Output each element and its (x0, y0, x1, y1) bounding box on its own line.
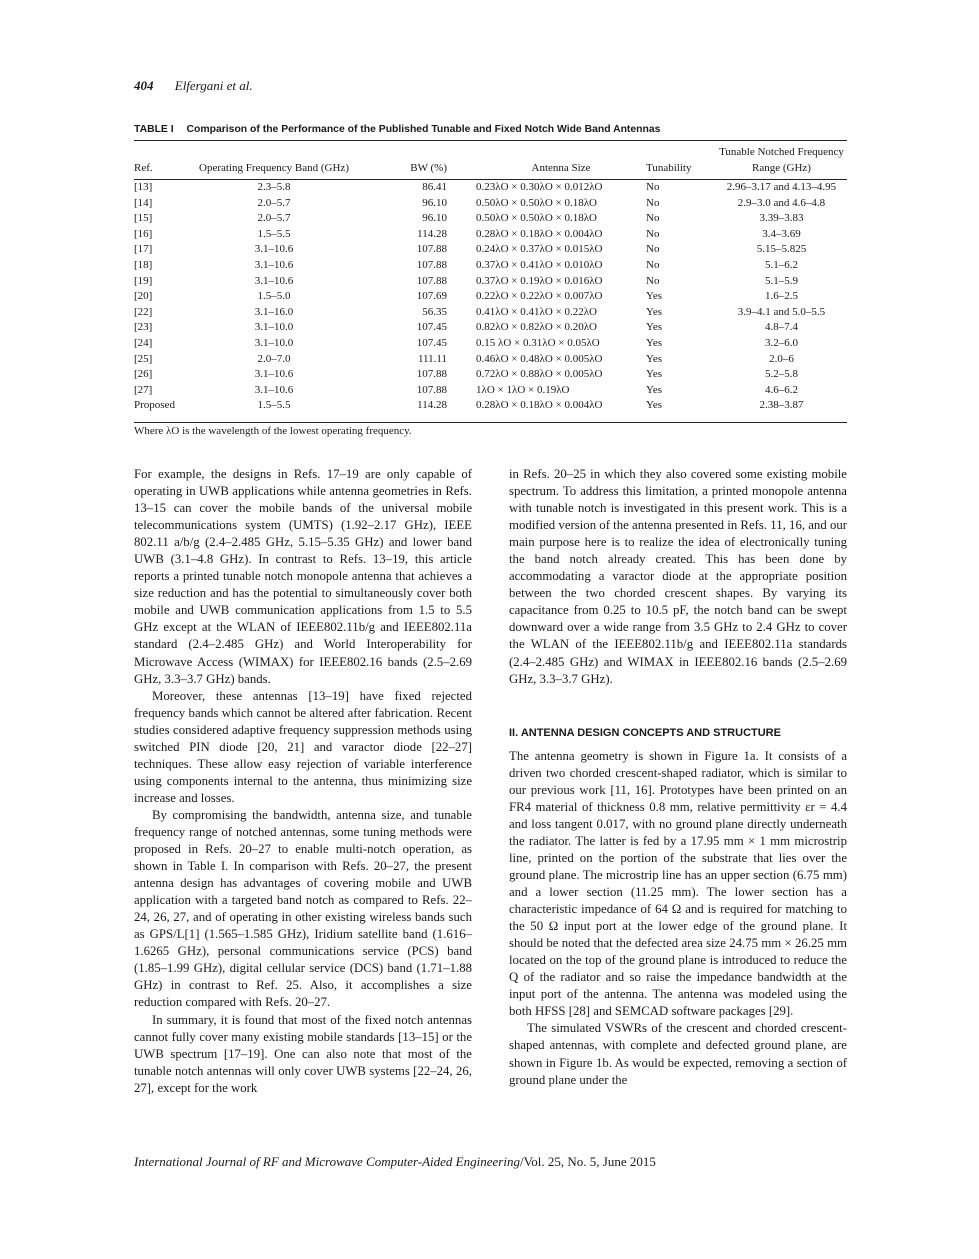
table-row (134, 398, 847, 414)
cell-size: 0.37λO × 0.41λO × 0.010λO (476, 259, 603, 272)
table-row (134, 336, 847, 352)
cell-notch-range: 2.96–3.17 and 4.13–4.95 (726, 181, 837, 194)
cell-tunability: Yes (646, 305, 663, 318)
cell-notch-range: 3.4–3.69 (762, 227, 801, 240)
cell-tunability: No (646, 274, 660, 287)
journal-issue: /Vol. 25, No. 5, June 2015 (519, 1154, 656, 1169)
cell-size: 0.72λO × 0.88λO × 0.005λO (476, 368, 603, 381)
table-row (134, 305, 847, 321)
cell-band: 1.5–5.5 (257, 227, 291, 240)
col-header-ref: Ref. (134, 161, 153, 174)
cell-size: 0.82λO × 0.82λO × 0.20λO (476, 321, 597, 334)
cell-bw: 111.11 (417, 352, 447, 365)
table-row (134, 242, 847, 258)
cell-band: 1.5–5.5 (257, 399, 291, 412)
table-top-rule (134, 140, 847, 141)
cell-notch-range: 2.0–6 (769, 352, 794, 365)
cell-notch-range: 5.2–5.8 (765, 368, 798, 381)
cell-bw: 107.88 (416, 383, 447, 396)
cell-band: 1.5–5.0 (257, 290, 291, 303)
cell-tunability: No (646, 259, 660, 272)
table-title: Comparison of the Performance of the Published Tunable and Fixed Notch Wide Band Antennas (186, 124, 661, 135)
cell-notch-range: 3.39–3.83 (759, 212, 804, 225)
table-row (134, 289, 847, 305)
cell-band: 3.1–10.6 (254, 368, 294, 381)
cell-tunability: Yes (646, 321, 663, 334)
cell-ref: [13] (134, 181, 153, 194)
table-caption (134, 124, 660, 135)
cell-size: 0.22λO × 0.22λO × 0.007λO (476, 290, 603, 303)
cell-bw: 107.88 (416, 368, 447, 381)
cell-tunability: No (646, 243, 660, 256)
cell-notch-range: 2.38–3.87 (759, 399, 804, 412)
cell-tunability: Yes (646, 383, 663, 396)
cell-size: 1λO × 1λO × 0.19λO (476, 383, 570, 396)
col-header-band: Operating Frequency Band (GHz) (199, 161, 349, 174)
cell-tunability: Yes (646, 336, 663, 349)
cell-size: 0.15 λO × 0.31λO × 0.05λO (476, 336, 600, 349)
cell-notch-range: 5.15–5.825 (756, 243, 807, 256)
left-column (134, 466, 472, 1097)
table-row (134, 320, 847, 336)
cell-band: 3.1–10.6 (254, 259, 294, 272)
cell-bw: 107.45 (416, 336, 447, 349)
cell-size: 0.24λO × 0.37λO × 0.015λO (476, 243, 603, 256)
cell-band: 2.3–5.8 (257, 181, 291, 194)
table-row (134, 211, 847, 227)
cell-bw: 114.28 (417, 399, 447, 412)
cell-size: 0.46λO × 0.48λO × 0.005λO (476, 352, 603, 365)
cell-notch-range: 4.6–6.2 (765, 383, 798, 396)
cell-band: 2.0–5.7 (257, 212, 291, 225)
cell-bw: 56.35 (422, 305, 447, 318)
col-header-notch-range: Tunable Notched Frequency Range (GHz) (719, 146, 844, 174)
table-header-row (134, 143, 847, 176)
cell-size: 0.50λO × 0.50λO × 0.18λO (476, 212, 597, 225)
cell-tunability: Yes (646, 368, 663, 381)
cell-notch-range: 3.9–4.1 and 5.0–5.5 (737, 305, 826, 318)
table-row (134, 367, 847, 383)
running-header-authors: Elfergani et al. (174, 78, 253, 93)
cell-tunability: No (646, 181, 660, 194)
cell-notch-range: 2.9–3.0 and 4.6–4.8 (737, 196, 826, 209)
paragraph: In summary, it is found that most of the fixed notch antennas cannot fully cover many existing mobile standards [13–15] or the UWB spectrum [17–19]. One can also note that most of the tunable notch antennas will only cover UWB systems [22–24, 26, 27], except for the work (134, 1012, 472, 1095)
col-header-size: Antenna Size (531, 161, 591, 174)
page-number: 404 (134, 78, 154, 93)
journal-name: International Journal of RF and Microwave Computer-Aided Engineering (134, 1154, 520, 1169)
cell-bw: 107.88 (416, 274, 447, 287)
cell-tunability: Yes (646, 399, 663, 412)
cell-ref: [27] (134, 383, 153, 396)
cell-notch-range: 4.8–7.4 (765, 321, 798, 334)
cell-notch-range: 1.6–2.5 (765, 290, 798, 303)
cell-bw: 86.41 (422, 181, 447, 194)
paragraph: The simulated VSWRs of the crescent and chorded crescent-shaped antennas, with complete and defected ground plane, are shown in Figure 1b. As would be expected, removing a section of ground plane under the (509, 1021, 847, 1087)
cell-bw: 114.28 (417, 227, 447, 240)
cell-tunability: Yes (646, 290, 663, 303)
cell-ref: [19] (134, 274, 153, 287)
running-header (134, 78, 253, 94)
cell-tunability: Yes (646, 352, 663, 365)
cell-band: 2.0–7.0 (257, 352, 291, 365)
cell-size: 0.28λO × 0.18λO × 0.004λO (476, 227, 603, 240)
cell-size: 0.23λO × 0.30λO × 0.012λO (476, 181, 603, 194)
cell-notch-range: 3.2–6.0 (765, 336, 798, 349)
table-row (134, 383, 847, 399)
cell-size: 0.28λO × 0.18λO × 0.004λO (476, 399, 603, 412)
cell-notch-range: 5.1–5.9 (765, 274, 798, 287)
table-row (134, 258, 847, 274)
table-row (134, 196, 847, 212)
cell-bw: 107.88 (416, 243, 447, 256)
right-column (509, 466, 847, 1089)
cell-bw: 107.69 (416, 290, 447, 303)
cell-bw: 96.10 (422, 196, 447, 209)
comparison-table (134, 143, 847, 414)
cell-ref: [22] (134, 305, 153, 318)
cell-ref: [17] (134, 243, 153, 256)
cell-size: 0.41λO × 0.41λO × 0.22λO (476, 305, 597, 318)
cell-band: 2.0–5.7 (257, 196, 291, 209)
cell-size: 0.50λO × 0.50λO × 0.18λO (476, 196, 597, 209)
cell-ref: [23] (134, 321, 153, 334)
table-row (134, 176, 847, 196)
cell-ref: [20] (134, 290, 153, 303)
table-row (134, 352, 847, 368)
cell-ref: Proposed (134, 399, 175, 412)
cell-size: 0.37λO × 0.19λO × 0.016λO (476, 274, 603, 287)
cell-ref: [25] (134, 352, 153, 365)
page-footer (134, 1154, 656, 1170)
paragraph: For example, the designs in Refs. 17–19 are only capable of operating in UWB applications while antenna geometries in Refs. 13–15 can cover the mobile bands of the universal mobile telecommunications system (UMTS) (1.92–2.17 GHz), IEEE 802.11 a/b/g (2.4–2.485 GHz, 5.15–5.35 GHz) and lower band UWB (3.1–4.8 GHz). In contrast to Refs. 13–19, this article reports a printed tunable notch monopole antenna that achieves a size reduction and has the potential to simultaneously cover both mobile and UWB communication applications from 1.5 to 5.5 GHz except at the WLAN of IEEE802.11b/g and IEEE802.11a standard (2.4–2.485 GHz) and World Interoperability for Microwave Access (WIMAX) for IEEE802.16 bands (2.5–2.69 GHz, 3.3–3.7 GHz) bands. (134, 467, 472, 686)
paragraph: Moreover, these antennas [13–19] have fixed rejected frequency bands which cannot be altered after fabrication. Recent studies considered adaptive frequency suppression methods using switched PIN diode [20, 21] and varactor diode [22–27] techniques. These allow easy rejection of variable interference using components internal to the antenna, thus minimizing size increase and losses. (134, 688, 472, 805)
section-heading: II. ANTENNA DESIGN CONCEPTS AND STRUCTURE (509, 726, 781, 739)
cell-tunability: No (646, 227, 660, 240)
col-header-bw: BW (%) (410, 161, 447, 174)
cell-ref: [16] (134, 227, 153, 240)
paragraph: The antenna geometry is shown in Figure 1a. It consists of a driven two chorded crescent-shaped radiator, which is similar to our previous work [11, 16]. Prototypes have been printed on an FR4 material of thickness 0.8 mm, relative permittivity εr = 4.4 and loss tangent 0.017, with no ground plane directly underneath the radiator. The latter is fed by a 17.95 mm × 1 mm microstrip line, printed on the portion of the substrate that lies over the ground plane. The microstrip line has an upper section (6.75 mm) and a lower section (11.25 mm). The lower section has a characteristic impedance of 64 Ω and is required for matching to the 50 Ω input port at the lower edge of the ground plane. It should be noted that the defected area size 24.75 mm × 26.25 mm located on the top of the ground plane is introduced to reduce the Q of the radiator and so raise the impedance bandwidth at the input port of the antenna. The antenna was modeled using the both HFSS [28] and SEMCAD software packages [29]. (509, 748, 847, 1019)
cell-band: 3.1–16.0 (254, 305, 294, 318)
paragraph: By compromising the bandwidth, antenna size, and tunable frequency range of notched antennas, some tuning methods were proposed in Refs. 20–27 to enable multi-notch operation, as shown in Table I. In comparison with Refs. 20–27, the present antenna design has advantages of covering mobile and UWB application with a targeted band notch as compared to Refs. 22–24, 26, 27, and of operating in other existing wireless bands such as GPS/L[1] (1.565–1.585 GHz), Iridium satellite band (1.616–1.6265 GHz), personal communications service (PCS) band (1.85–1.99 GHz), digital cellular service (DCS) band (1.71–1.88 GHz) in contrast to Ref. 25. Also, it accomplishes a size reduction compared with Refs. 20–27. (134, 807, 472, 1010)
table-note: Where λO is the wavelength of the lowest operating frequency. (134, 425, 412, 437)
table-bottom-rule (134, 422, 847, 423)
cell-bw: 107.88 (416, 259, 447, 272)
cell-tunability: No (646, 196, 660, 209)
cell-ref: [24] (134, 336, 153, 349)
table-row (134, 227, 847, 243)
cell-band: 3.1–10.0 (254, 336, 294, 349)
cell-band: 3.1–10.6 (254, 274, 294, 287)
cell-ref: [18] (134, 259, 153, 272)
cell-ref: [15] (134, 212, 153, 225)
table-label: TABLE I (134, 124, 174, 135)
cell-tunability: No (646, 212, 660, 225)
cell-band: 3.1–10.6 (254, 243, 294, 256)
col-header-tunability: Tunability (646, 161, 692, 174)
cell-bw: 96.10 (422, 212, 447, 225)
cell-bw: 107.45 (416, 321, 447, 334)
table-row (134, 274, 847, 290)
cell-notch-range: 5.1–6.2 (765, 259, 798, 272)
cell-band: 3.1–10.0 (254, 321, 294, 334)
paragraph: in Refs. 20–25 in which they also covered some existing mobile spectrum. To address this limitation, a printed monopole antenna with tunable notch is investigated in this present work. This is a modified version of the antenna presented in Refs. 11, 16, and our main purpose here is to realize the idea of electronically tuning the band notch already created. This has been done by accommodating a varactor diode at the appropriate position between the two chorded crescent shapes. By varying its capacitance from 0.25 to 10.5 pF, the notch band can be swept downward over a wide range from 3.5 GHz to 2.4 GHz to cover the WLAN of the IEEE802.11b/g and IEEE802.11a standards (2.4–2.485 GHz) and WIMAX in IEEE802.16 bands (2.5–2.69 GHz, 3.3–3.7 GHz). (509, 467, 847, 686)
cell-ref: [26] (134, 368, 153, 381)
cell-ref: [14] (134, 196, 153, 209)
cell-band: 3.1–10.6 (254, 383, 294, 396)
table-body (134, 176, 847, 414)
